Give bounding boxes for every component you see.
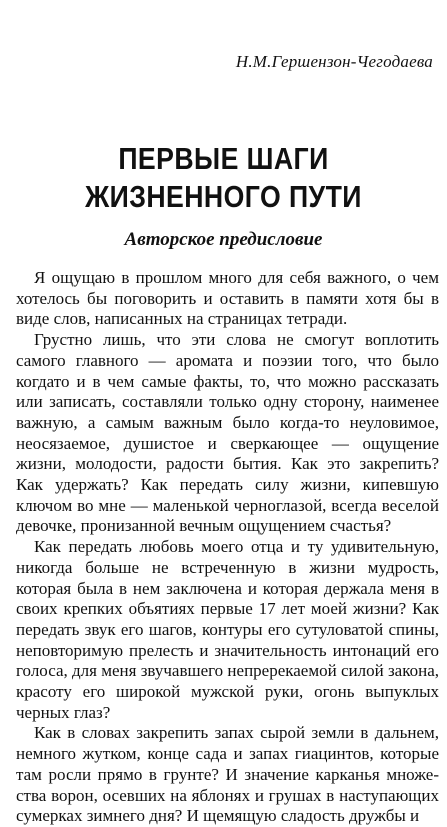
paragraph: Грустно лишь, что эти слова не смогут воплотить самого главного — аромата и поэзии того, что было когдато и в чем самые факты, то, что можно рассказать или записать, составляли только одну сторону, наименее важную, а самым важным было когда-то неуловимое, неосязаемое, душистое и сверкающее — ощущение жизни, молодости, радости бытия. Как это закрепить? Как удержать? Как передать силу жизни, кипевшую ключом во мне — маленькой черноглазой, всегда веселой девочке, пронизанной вечным ощущением счастья? (16, 330, 439, 536)
body-text (16, 268, 439, 827)
chapter-title-line-1: ПЕРВЫЕ ШАГИ (118, 141, 329, 176)
section-subtitle: Авторское предисловие (124, 229, 323, 250)
paragraph: Я ощущаю в прошлом много для себя важного, о чем хотелось бы поговорить и оставить в памяти хотя бы в виде слов, написанных на страницах тетради. (16, 268, 439, 329)
chapter-title-line-2: ЖИЗНЕННОГО ПУТИ (85, 179, 362, 214)
paragraph: Как передать любовь моего отца и ту удивительную, никогда больше не встреченную в жизни мудрость, которая была в нем заключена и которая держала меня в своих крепких объятиях первые 17 лет моей жизни? Как передать звук его шагов, контуры его сутуловатой спины, неповторимую прелесть и значительность интонаций его голоса, для меня звучавшего непререкаемой силой закона, красоту его широкой мужской руки, огонь выпуклых черных глаз? (16, 537, 439, 722)
author-name: Н.М.Гершензон-Чегодаева (235, 52, 433, 71)
paragraph: Как в словах закрепить запах сырой земли в дальнем, немного жутком, конце сада и запах гиацинтов, которые там росли прямо в грунте? И значение карканья множества ворон, осевших на яблонях и грушах в наступающих сумерках зимнего дня? И щемящую сладость дружбы и (16, 723, 439, 826)
chapter-title (0, 140, 447, 216)
